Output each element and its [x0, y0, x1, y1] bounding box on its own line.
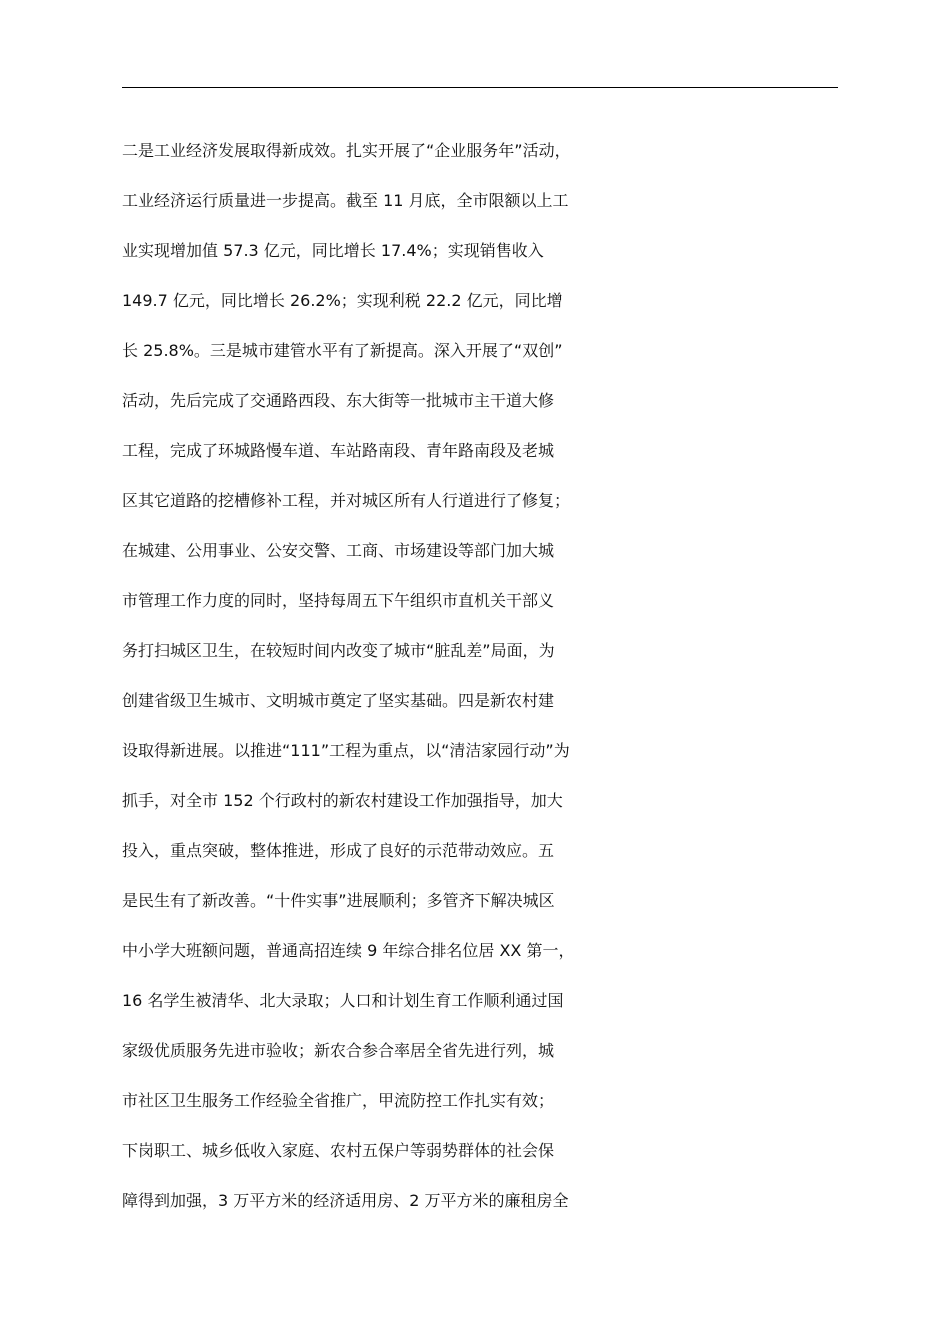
text-line: 市管理工作力度的同时，坚持每周五下午组织市直机关干部义	[122, 591, 555, 610]
body-paragraph	[122, 126, 882, 1226]
text-line: 二是工业经济发展取得新成效。扎实开展了“企业服务年”活动，	[122, 141, 571, 160]
text-line: 工业经济运行质量进一步提高。截至 11 月底，全市限额以上工	[122, 191, 569, 210]
text-line: 设取得新进展。以推进“111”工程为重点，以“清洁家园行动”为	[122, 741, 570, 760]
text-line: 务打扫城区卫生，在较短时间内改变了城市“脏乱差”局面，为	[122, 641, 555, 660]
text-line: 创建省级卫生城市、文明城市奠定了坚实基础。四是新农村建	[122, 691, 555, 710]
text-line: 市社区卫生服务工作经验全省推广，甲流防控工作扎实有效；	[122, 1091, 555, 1110]
text-line: 家级优质服务先进市验收；新农合参合率居全省先进行列，城	[122, 1041, 555, 1060]
text-line: 业实现增加值 57.3 亿元，同比增长 17.4%；实现销售收入	[122, 241, 544, 260]
text-line: 是民生有了新改善。“十件实事”进展顺利；多管齐下解决城区	[122, 891, 555, 910]
text-line: 长 25.8%。三是城市建管水平有了新提高。深入开展了“双创”	[122, 341, 563, 360]
text-line: 149.7 亿元，同比增长 26.2%；实现利税 22.2 亿元，同比增	[122, 291, 563, 310]
text-line: 16 名学生被清华、北大录取；人口和计划生育工作顺利通过国	[122, 991, 564, 1010]
text-line: 在城建、公用事业、公安交警、工商、市场建设等部门加大城	[122, 541, 555, 560]
text-line: 工程，完成了环城路慢车道、车站路南段、青年路南段及老城	[122, 441, 555, 460]
text-line: 活动，先后完成了交通路西段、东大街等一批城市主干道大修	[122, 391, 555, 410]
text-line: 中小学大班额问题，普通高招连续 9 年综合排名位居 XX 第一，	[122, 941, 575, 960]
text-line: 障得到加强，3 万平方米的经济适用房、2 万平方米的廉租房全	[122, 1191, 569, 1210]
text-line: 下岗职工、城乡低收入家庭、农村五保户等弱势群体的社会保	[122, 1141, 555, 1160]
text-line: 抓手，对全市 152 个行政村的新农村建设工作加强指导，加大	[122, 791, 563, 810]
header-rule	[122, 87, 838, 88]
text-line: 投入，重点突破，整体推进，形成了良好的示范带动效应。五	[122, 841, 555, 860]
text-line: 区其它道路的挖槽修补工程，并对城区所有人行道进行了修复；	[122, 491, 571, 510]
